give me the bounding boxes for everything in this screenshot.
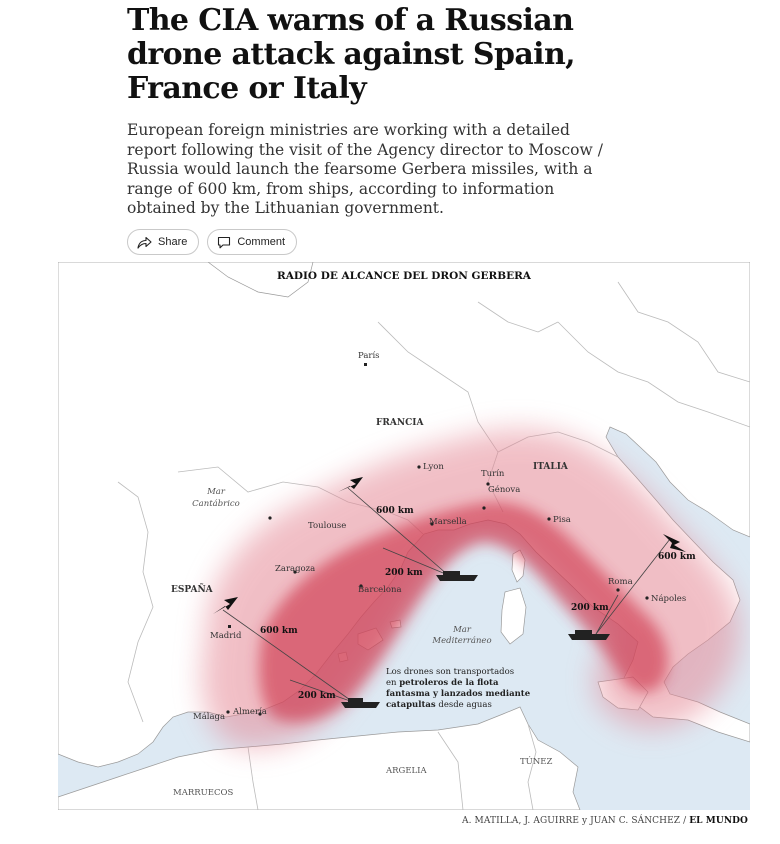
sea-label-med-2: Mediterráneo bbox=[432, 636, 492, 646]
country-label-spain: ESPAÑA bbox=[171, 585, 213, 595]
city-label-toulouse: Toulouse bbox=[308, 521, 347, 531]
range-label-italy-200: 200 km bbox=[571, 603, 609, 613]
range-label-france-200: 200 km bbox=[385, 568, 423, 578]
range-label-france-600: 600 km bbox=[376, 506, 414, 516]
share-label: Share bbox=[158, 236, 188, 248]
range-map bbox=[58, 262, 750, 810]
comment-button[interactable] bbox=[207, 229, 297, 255]
map-credit bbox=[462, 816, 748, 826]
country-label-algeria: ARGELIA bbox=[386, 766, 427, 776]
city-label-genova: Génova bbox=[488, 485, 521, 495]
article-standfirst: European foreign ministries are working with a detailed report following the visit of the Agency director to Moscow / Russia would launch the fearsome Gerbera missiles, with a range of 600 km, from ships, according to information obtained by the Lithuanian government. bbox=[127, 121, 603, 217]
svg-text:Los drones son transportados bbox=[386, 667, 514, 677]
country-label-france: FRANCIA bbox=[376, 418, 424, 428]
note-line-3-bold: fantasma y lanzados mediante bbox=[386, 689, 531, 699]
city-label-turin: Turín bbox=[481, 469, 505, 479]
comment-icon bbox=[217, 236, 231, 249]
city-label-roma: Roma bbox=[608, 577, 633, 587]
article-actions bbox=[127, 229, 297, 255]
city-label-madrid: Madrid bbox=[210, 631, 242, 641]
range-label-spain-200: 200 km bbox=[298, 691, 336, 701]
credit-authors: A. MATILLA, J. AGUIRRE y JUAN C. SÁNCHEZ / bbox=[462, 816, 690, 826]
range-label-spain-600: 600 km bbox=[260, 626, 298, 636]
city-label-barcelona: Barcelona bbox=[358, 585, 402, 595]
note-line-4-post: desde aguas bbox=[435, 700, 492, 710]
share-button[interactable] bbox=[127, 229, 199, 255]
country-label-morocco: MARRUECOS bbox=[173, 788, 234, 798]
share-icon bbox=[137, 236, 152, 249]
city-label-zaragoza: Zaragoza bbox=[275, 564, 316, 574]
city-label-napoles: Nápoles bbox=[651, 594, 687, 604]
city-label-almeria: Almería bbox=[233, 707, 267, 717]
city-label-pisa: Pisa bbox=[553, 515, 571, 525]
city-label-paris: París bbox=[358, 351, 380, 361]
svg-text:en petroleros de la flota bbox=[386, 678, 499, 688]
sea-label-cantabrico-1: Mar bbox=[207, 487, 225, 497]
sea-label-med-1: Mar bbox=[453, 625, 471, 635]
note-line-4-bold: catapultas bbox=[386, 700, 436, 710]
note-line-2-pre: en bbox=[386, 678, 400, 688]
map-title: RADIO DE ALCANCE DEL DRON GERBERA bbox=[277, 270, 531, 282]
country-label-tunisia: TÚNEZ bbox=[520, 757, 553, 767]
city-label-lyon: Lyon bbox=[423, 462, 444, 472]
city-label-malaga: Málaga bbox=[193, 712, 226, 722]
country-label-italy: ITALIA bbox=[533, 462, 568, 472]
sea-label-cantabrico-2: Cantábrico bbox=[192, 499, 240, 509]
comment-label: Comment bbox=[237, 236, 286, 248]
credit-outlet: EL MUNDO bbox=[689, 816, 748, 826]
svg-text:fantasma y lanzados mediante bbox=[386, 689, 531, 699]
city-dot bbox=[364, 363, 367, 366]
article-headline: The CIA warns of a Russian drone attack against Spain, France or Italy bbox=[127, 3, 576, 106]
note-line-2-bold: petroleros de la flota bbox=[399, 678, 499, 688]
city-label-marsella: Marsella bbox=[429, 517, 467, 527]
note-line-1: Los drones son transportados bbox=[386, 667, 515, 677]
range-label-italy-600: 600 km bbox=[658, 552, 696, 562]
svg-text:catapultas desde aguas bbox=[386, 700, 492, 710]
